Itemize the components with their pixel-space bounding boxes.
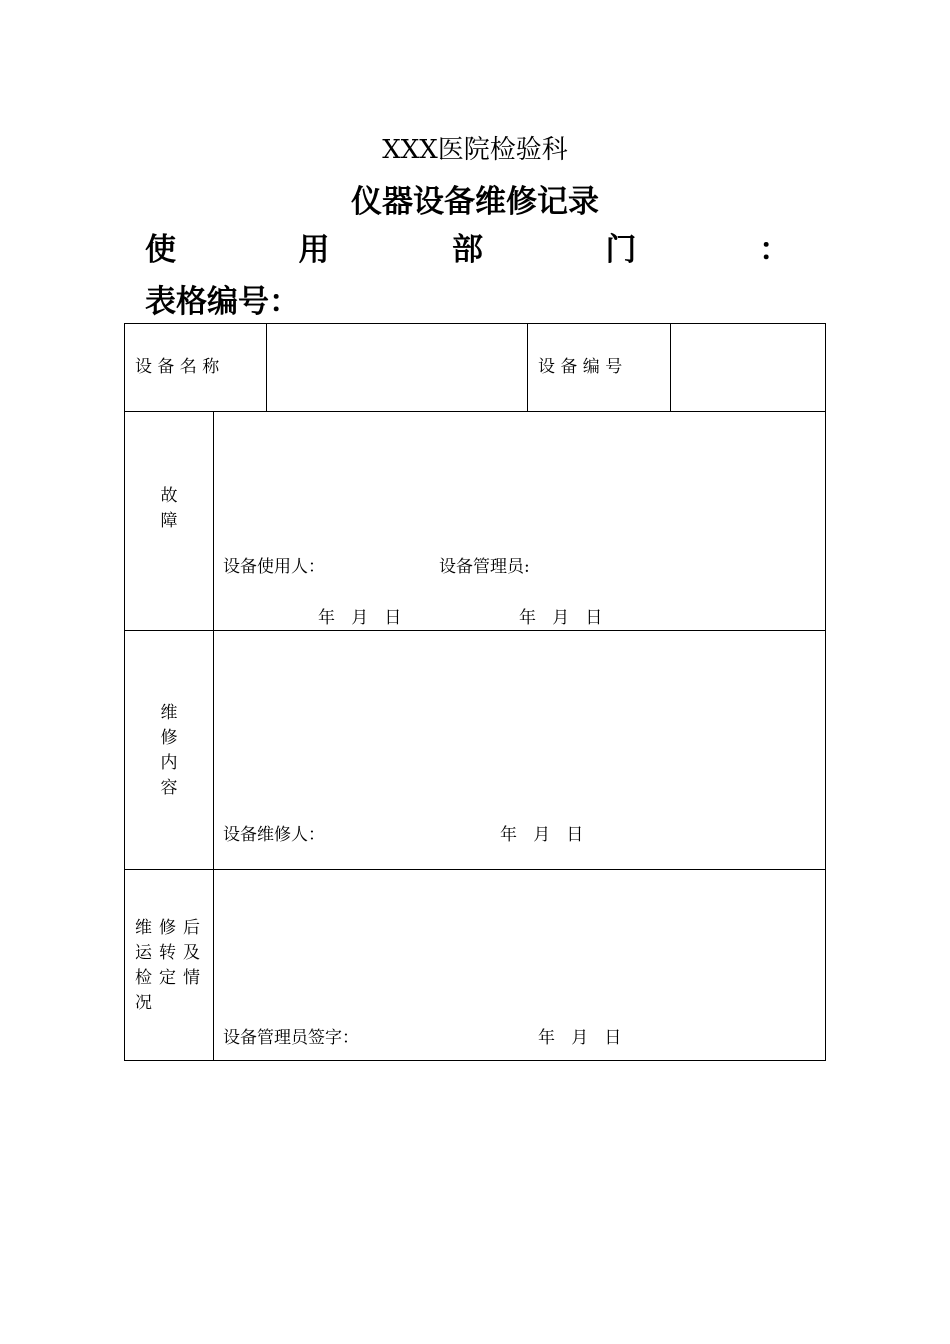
after-repair-date: 年 月 日 <box>538 1028 622 1048</box>
repairer-label: 设备维修人： <box>223 825 325 845</box>
row-divider <box>124 630 826 631</box>
device-user-label: 设备使用人： <box>223 557 325 577</box>
col-divider <box>266 323 267 411</box>
fault-manager-date: 年 月 日 <box>519 608 603 628</box>
form-title: 仪器设备维修记录 <box>351 184 599 220</box>
dept-char: 部 <box>452 232 483 268</box>
table-border-bottom <box>124 1060 826 1061</box>
fault-label: 故障 <box>160 486 178 531</box>
device-number-label: 设 备 编 号 <box>538 357 623 377</box>
department-field <box>145 228 790 272</box>
hospital-name: XXX医院检验科 <box>382 135 568 165</box>
form-number-label: 表格编号： <box>145 284 300 320</box>
dept-char: 使 <box>145 232 176 268</box>
device-name-label: 设 备 名 称 <box>135 357 220 377</box>
col-divider <box>213 411 214 1061</box>
row-divider <box>124 869 826 870</box>
table-border-top <box>124 323 826 324</box>
dept-char: 门 <box>605 232 637 268</box>
dept-char: ： <box>759 232 790 268</box>
col-divider <box>527 323 528 411</box>
table-border-right <box>825 323 826 1061</box>
device-manager-label: 设备管理员: <box>439 557 530 577</box>
after-repair-label: 维修后运转及检定情况 <box>135 918 207 1013</box>
repair-content-label: 维修内容 <box>160 703 178 798</box>
manager-signature-label: 设备管理员签字： <box>223 1028 359 1048</box>
dept-char: 用 <box>298 232 330 268</box>
table-border-left <box>124 323 125 1061</box>
fault-user-date: 年 月 日 <box>318 608 402 628</box>
row-divider <box>124 411 826 412</box>
col-divider <box>670 323 671 411</box>
repair-date: 年 月 日 <box>500 825 584 845</box>
